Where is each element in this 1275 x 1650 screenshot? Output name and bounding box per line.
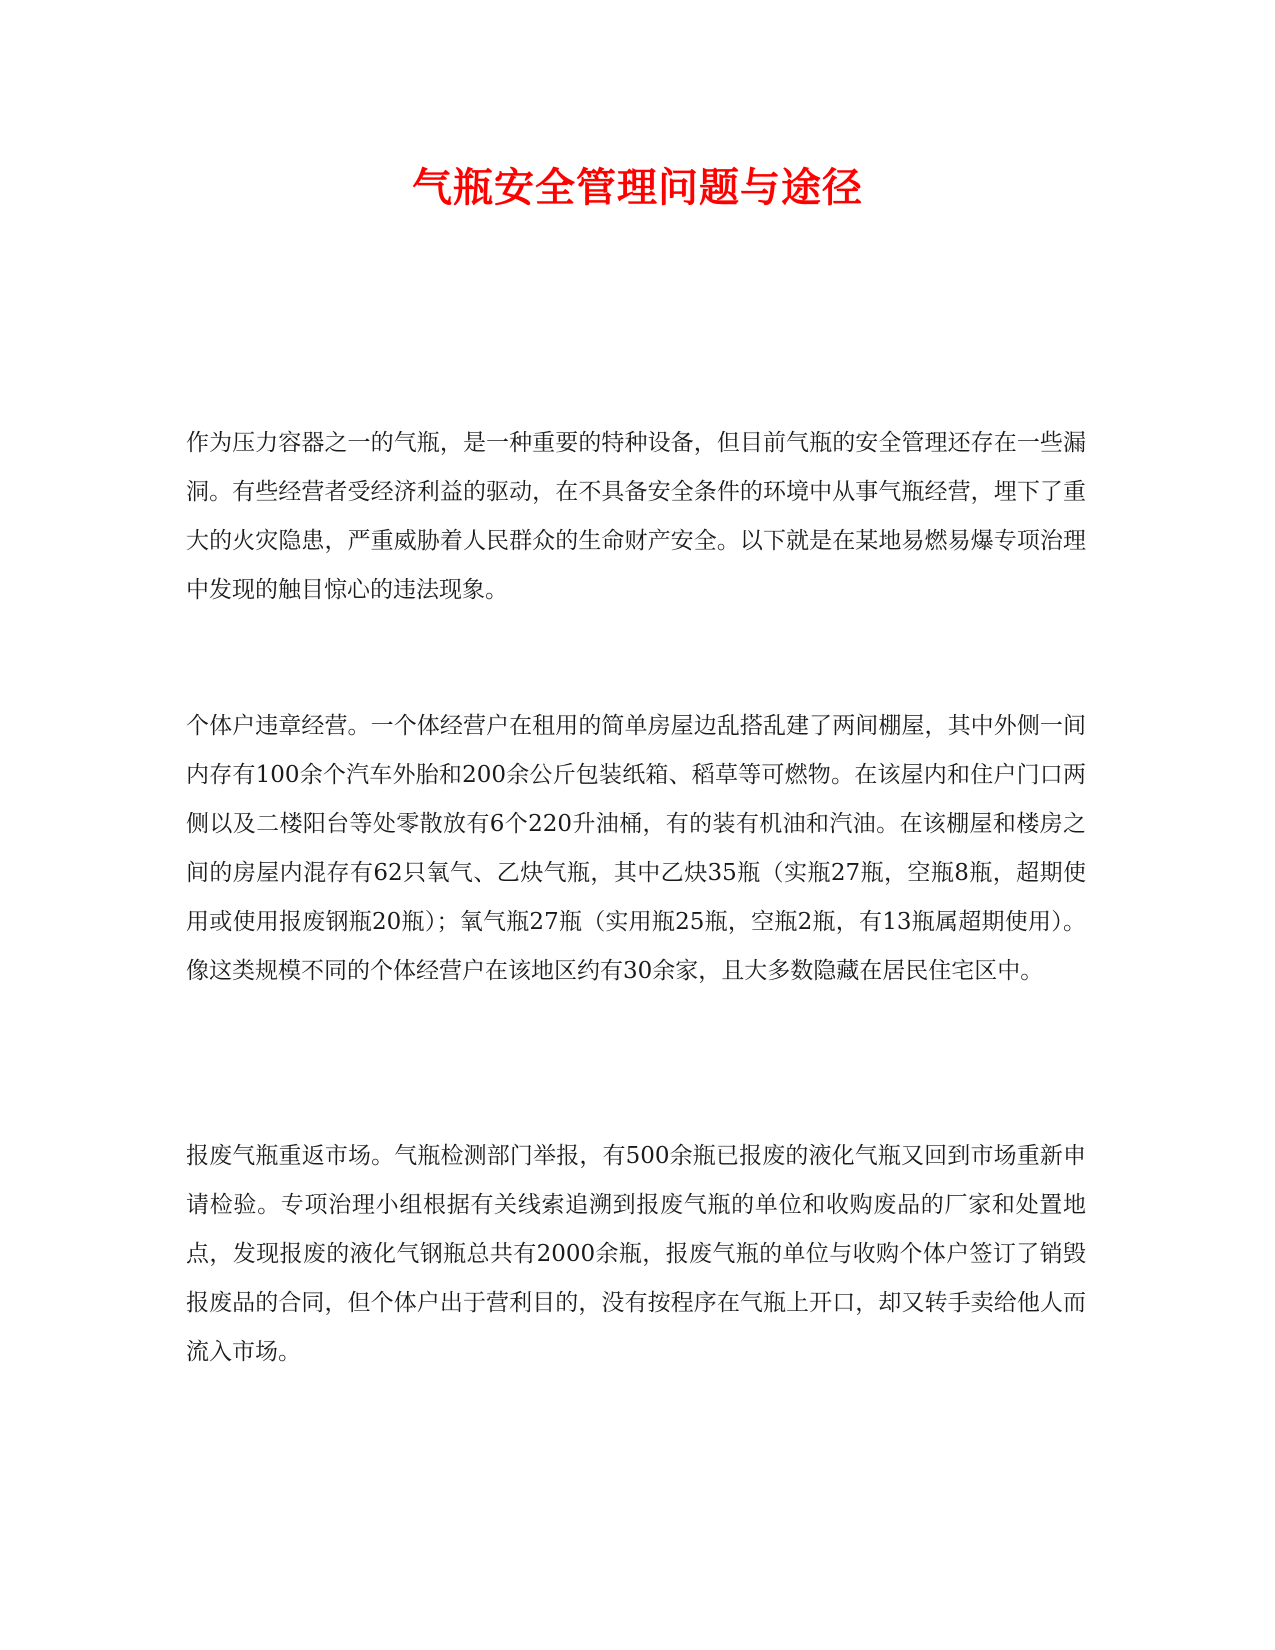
document-title: 气瓶安全管理问题与途径 (412, 164, 863, 211)
paragraph-intro: 作为压力容器之一的气瓶，是一种重要的特种设备，但目前气瓶的安全管理还存在一些漏洞。有些经营者受经济利益的驱动，在不具备安全条件的环境中从事气瓶经营，埋下了重大的火灾隐患，严重威胁着人民群众的生命财产安全。以下就是在某地易燃易爆专项治理中发现的触目惊心的违法现象。 (186, 430, 1086, 603)
paragraph-illegal-operation: 个体户违章经营。一个体经营户在租用的简单房屋边乱搭乱建了两间棚屋，其中外侧一间内存有100余个汽车外胎和200余公斤包装纸箱、稻草等可燃物。在该屋内和住户门口两侧以及二楼阳台等处零散放有6个220升油桶，有的装有机油和汽油。在该棚屋和楼房之间的房屋内混存有62只氧气、乙炔气瓶，其中乙炔35瓶（实瓶27瓶，空瓶8瓶，超期使用或使用报废钢瓶20瓶）；氧气瓶27瓶（实用瓶25瓶，空瓶2瓶，有13瓶属超期使用）。像这类规模不同的个体经营户在该地区约有30余家，且大多数隐藏在居民住宅区中。 (186, 713, 1086, 984)
paragraph-scrapped-cylinders: 报废气瓶重返市场。气瓶检测部门举报，有500余瓶已报废的液化气瓶又回到市场重新申请检验。专项治理小组根据有关线索追溯到报废气瓶的单位和收购废品的厂家和处置地点，发现报废的液化气钢瓶总共有2000余瓶，报废气瓶的单位与收购个体户签订了销毁报废品的合同，但个体户出于营利目的，没有按程序在气瓶上开口，却又转手卖给他人而流入市场。 (186, 1143, 1086, 1365)
